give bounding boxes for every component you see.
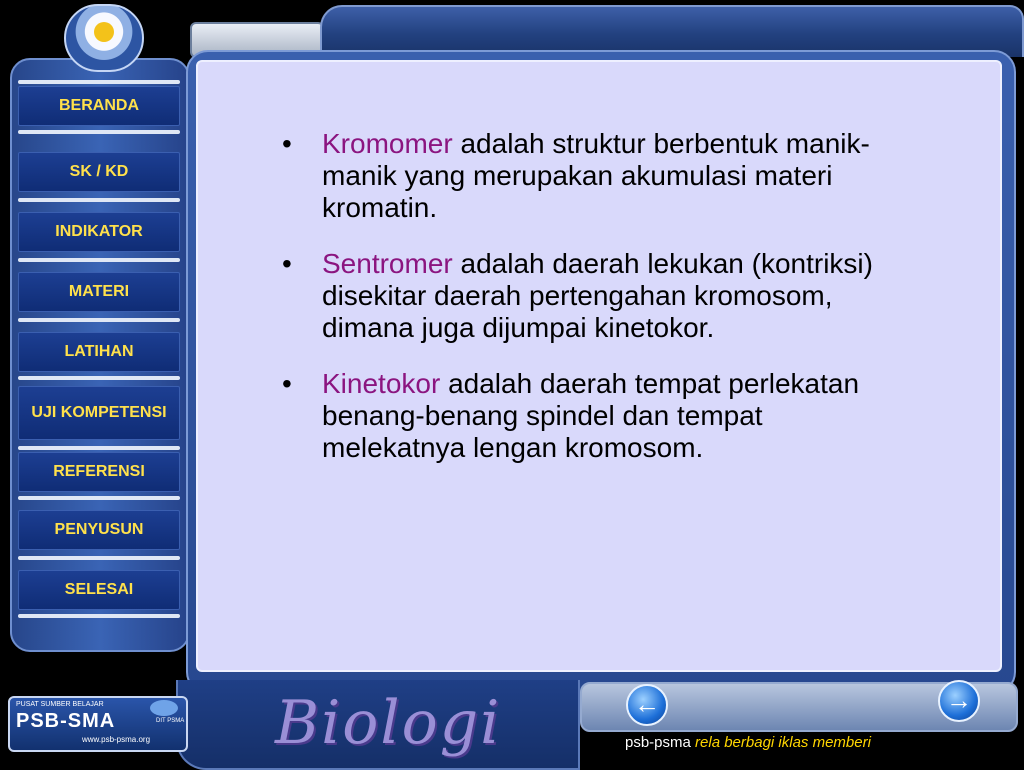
definition-list <box>282 128 902 488</box>
menu-divider <box>18 198 180 202</box>
menu-item-latihan[interactable]: LATIHAN <box>18 332 180 372</box>
term-kinetokor: Kinetokor <box>322 368 441 399</box>
menu-divider <box>18 496 180 500</box>
subject-title: Biologi <box>275 688 502 758</box>
bullet-icon: • <box>282 128 292 159</box>
menu-item-uji-kompetensi[interactable]: UJI KOMPETENSI <box>18 386 180 440</box>
logo-url: www.psb-psma.org <box>82 735 151 744</box>
menu-divider <box>18 614 180 618</box>
bullet-icon: • <box>282 368 292 399</box>
menu-divider <box>18 376 180 380</box>
menu-divider <box>18 80 180 84</box>
logo-emblem-icon <box>150 700 178 716</box>
ministry-logo-icon <box>64 4 144 72</box>
menu-item-materi[interactable]: MATERI <box>18 272 180 312</box>
definition-text: adalah struktur berbentuk manik-manik yang merupakan akumulasi materi kromatin. <box>322 128 870 223</box>
menu-item-indikator[interactable]: INDIKATOR <box>18 212 180 252</box>
menu-item-penyusun[interactable]: PENYUSUN <box>18 510 180 550</box>
arrow-left-icon: ← <box>634 689 660 719</box>
footer-brand: psb-psma <box>625 734 691 751</box>
logo-title: PSB-SMA <box>16 710 116 732</box>
footer-slogan: rela berbagi iklas memberi <box>695 734 871 751</box>
menu-divider <box>18 446 180 450</box>
list-item <box>282 128 902 224</box>
footer-text <box>625 734 871 751</box>
previous-button[interactable] <box>626 684 668 726</box>
menu-divider <box>18 318 180 322</box>
definition-text: adalah daerah lekukan (kontriksi) disekitar daerah pertengahan kromosom, dimana juga dijumpai kinetokor. <box>322 248 873 343</box>
menu-item-referensi[interactable]: REFERENSI <box>18 452 180 492</box>
menu-item-selesai[interactable]: SELESAI <box>18 570 180 610</box>
menu-divider <box>18 258 180 262</box>
logo-small-text: PUSAT SUMBER BELAJAR <box>16 701 104 708</box>
definition-text: adalah daerah tempat perlekatan benang-benang spindel dan tempat melekatnya lengan kromosom. <box>322 368 860 463</box>
bullet-icon: • <box>282 248 292 279</box>
psb-sma-logo <box>8 696 188 752</box>
menu-divider <box>18 556 180 560</box>
list-item <box>282 248 902 344</box>
menu-item-sk-kd[interactable]: SK / KD <box>18 152 180 192</box>
term-sentromer: Sentromer <box>322 248 453 279</box>
sun-emblem-icon <box>94 22 114 42</box>
term-kromomer: Kromomer <box>322 128 453 159</box>
arrow-right-icon: → <box>946 685 972 715</box>
menu-divider <box>18 130 180 134</box>
menu-item-beranda[interactable]: BERANDA <box>18 86 180 126</box>
list-item <box>282 368 902 464</box>
next-button[interactable] <box>938 680 980 722</box>
logo-tag: DIT PSMA <box>156 718 185 724</box>
